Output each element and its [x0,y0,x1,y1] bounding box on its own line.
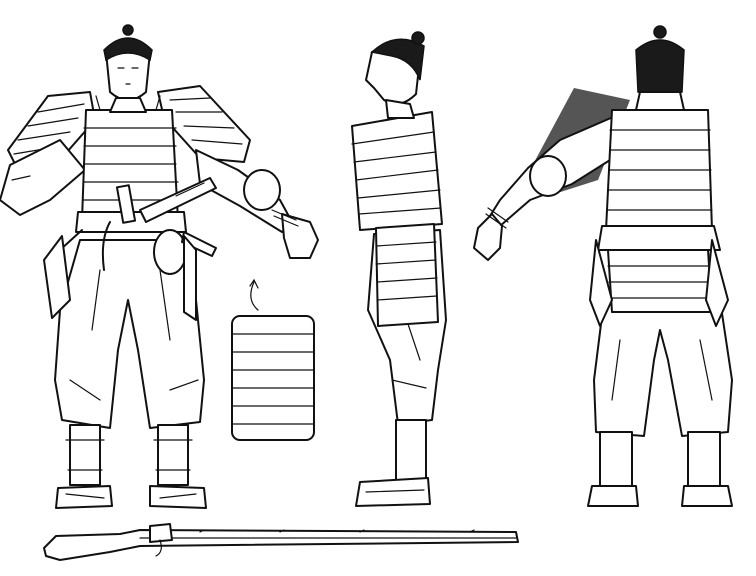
front-sandals [56,486,206,508]
front-shins [66,425,192,485]
front-right-arm [196,150,318,258]
side-chest-armor [352,112,442,230]
waist-armor-plate [232,280,314,440]
back-armor [590,110,728,326]
back-head [636,26,684,110]
side-shin-and-sandal [356,420,430,506]
back-trousers [594,300,732,436]
back-shins-and-sandals [588,432,732,506]
side-thigh-guard [376,224,438,326]
back-view-figure [474,26,732,506]
front-head [104,25,152,112]
matchlock-rifle [44,524,518,560]
side-view-figure [352,32,446,506]
side-head [366,32,424,118]
